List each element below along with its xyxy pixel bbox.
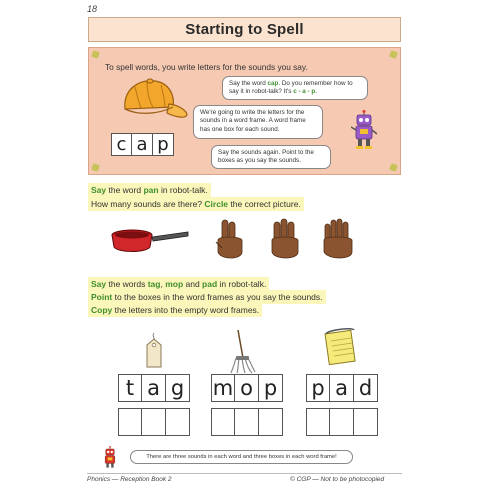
empty-frame-box[interactable] — [211, 408, 235, 436]
frame-box: a — [330, 374, 354, 402]
frame-box: g — [166, 374, 190, 402]
empty-word-frame-3[interactable] — [306, 408, 378, 436]
footer-divider — [87, 473, 402, 474]
task2-line3: Copy the letters into the empty word frames. — [88, 303, 262, 317]
pan-picture[interactable] — [110, 225, 190, 257]
frame-box: d — [354, 374, 378, 402]
frame-box: a — [132, 133, 153, 156]
robot-icon — [351, 110, 377, 150]
empty-word-frame-2[interactable] — [211, 408, 283, 436]
word-frame-mop — [211, 374, 283, 402]
empty-frame-box[interactable] — [118, 408, 142, 436]
frame-box: o — [235, 374, 259, 402]
empty-frame-box[interactable] — [166, 408, 190, 436]
empty-frame-box[interactable] — [259, 408, 283, 436]
pad-picture — [323, 327, 359, 365]
frame-box: p — [153, 133, 174, 156]
frame-box: m — [212, 376, 234, 400]
empty-frame-box[interactable] — [354, 408, 378, 436]
bottom-note-bubble: There are three sounds in each word and three boxes in each word frame! — [130, 450, 353, 464]
frame-box: p — [306, 374, 330, 402]
speech-bubble-2: We're going to write the letters for the sounds in a word frame. A word frame has one box for each sound. — [193, 105, 323, 139]
footer-book-title: Phonics — Reception Book 2 — [87, 476, 172, 483]
tag-picture — [141, 333, 167, 371]
page-title: Starting to Spell — [185, 21, 304, 38]
empty-word-frame-1[interactable] — [118, 408, 190, 436]
cap-picture — [117, 77, 189, 125]
frame-box: a — [142, 374, 166, 402]
pin-icon — [389, 163, 398, 172]
pin-icon — [91, 163, 100, 172]
task1-line2: How many sounds are there? Circle the correct picture. — [88, 197, 304, 211]
page-number: 18 — [87, 4, 98, 14]
frame-box: t — [118, 374, 142, 402]
task2-line2: Point to the boxes in the word frames as you say the sounds. — [88, 290, 326, 304]
two-fingers-picture[interactable] — [212, 218, 248, 262]
task1-line1: Say the word pan in robot-talk. — [88, 183, 211, 197]
title-bar — [88, 17, 401, 42]
four-fingers-picture[interactable] — [320, 218, 356, 262]
empty-frame-box[interactable] — [306, 408, 330, 436]
word-frame-tag — [118, 374, 190, 402]
intro-text: To spell words, you write letters for the sounds you say. — [105, 62, 308, 72]
speech-bubble-1: Say the word cap. Do you remember how to say it in robot-talk? It's c - a - p. — [222, 76, 368, 100]
intro-panel — [88, 47, 401, 175]
speech-bubble-3: Say the sounds again. Point to the boxes as you say the sounds. — [211, 145, 331, 169]
robot-icon — [101, 446, 119, 470]
word-frame-pad — [306, 374, 378, 402]
frame-box: c — [111, 133, 132, 156]
empty-frame-box[interactable] — [235, 408, 259, 436]
frame-box: p — [259, 374, 283, 402]
pin-icon — [389, 50, 398, 59]
pin-icon — [91, 50, 100, 59]
task2-line1: Say the words tag, mop and pad in robot-talk. — [88, 277, 269, 291]
empty-frame-box[interactable] — [330, 408, 354, 436]
mop-picture — [230, 330, 256, 374]
three-fingers-picture[interactable] — [266, 218, 302, 262]
empty-frame-box[interactable] — [142, 408, 166, 436]
example-word-frame — [111, 133, 174, 156]
footer-copyright: © CGP — Not to be photocopied — [290, 476, 385, 483]
